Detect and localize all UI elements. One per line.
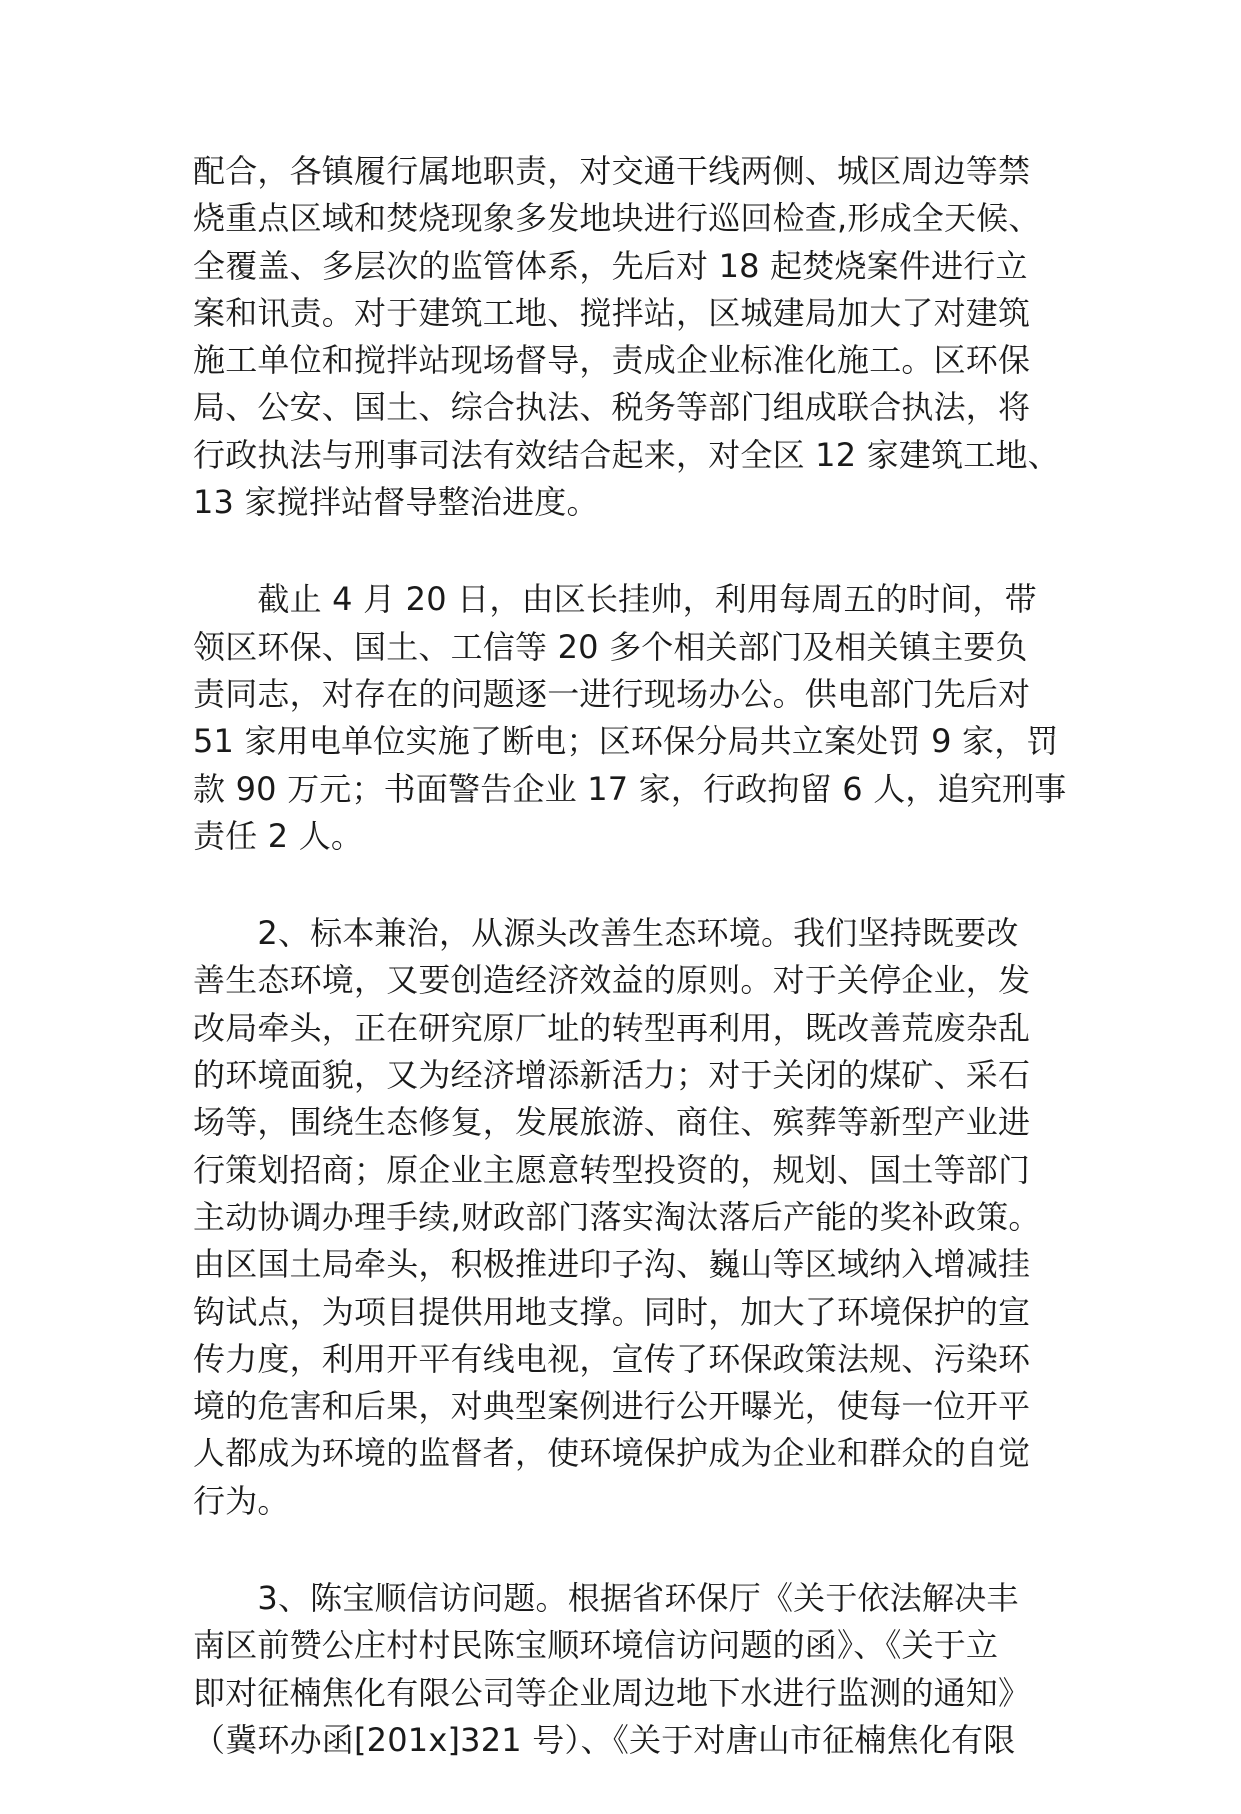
paragraph-4 xyxy=(193,1575,1055,1764)
text-line: 场等，围绕生态修复，发展旅游、商住、殡葬等新型产业进 xyxy=(193,1103,1031,1142)
text-line: 51 家用电单位实施了断电；区环保分局共立案处罚 9 家，罚 xyxy=(193,722,1059,761)
text-line: 案和讯责。对于建筑工地、搅拌站，区城建局加大了对建筑 xyxy=(193,293,1031,332)
text-line: 配合，各镇履行属地职责，对交通干线两侧、城区周边等禁 xyxy=(193,152,1031,190)
text-line: 烧重点区域和焚烧现象多发地块进行巡回检查,形成全天候、 xyxy=(193,199,1041,238)
text-line: 境的危害和后果，对典型案例进行公开曝光，使每一位开平 xyxy=(193,1387,1031,1426)
text-line: 局、公安、国土、综合执法、税务等部门组成联合执法，将 xyxy=(193,388,1031,427)
text-line: 钩试点，为项目提供用地支撑。同时，加大了环境保护的宣 xyxy=(193,1292,1031,1331)
paragraph-3 xyxy=(193,910,1055,1525)
text-line: （冀环办函[201x]321 号）、《关于对唐山市征楠焦化有限 xyxy=(193,1720,1016,1759)
text-line: 由区国土局牵头，积极推进印子沟、巍山等区域纳入增减挂 xyxy=(193,1245,1031,1284)
text-line: 南区前赞公庄村村民陈宝顺环境信访问题的函》、《关于立 xyxy=(193,1626,999,1665)
text-line: 全覆盖、多层次的监管体系，先后对 18 起焚烧案件进行立 xyxy=(193,246,1028,285)
text-line: 改局牵头，正在研究原厂址的转型再利用，既改善荒废杂乱 xyxy=(193,1008,1031,1047)
text-line: 即对征楠焦化有限公司等企业周边地下水进行监测的通知》 xyxy=(193,1673,1031,1712)
text-line: 善生态环境，又要创造经济效益的原则。对于关停企业，发 xyxy=(193,961,1031,1000)
text-line: 主动协调办理手续,财政部门落实淘汰落后产能的奖补政策。 xyxy=(193,1197,1041,1236)
text-line: 责同志，对存在的问题逐一进行现场办公。供电部门先后对 xyxy=(193,674,1031,713)
text-line: 3、陈宝顺信访问题。根据省环保厅《关于依法解决丰 xyxy=(193,1579,1019,1618)
text-line: 人都成为环境的监督者，使环境保护成为企业和群众的自觉 xyxy=(193,1434,1031,1473)
document-page xyxy=(193,148,1067,1814)
text-line: 传力度，利用开平有线电视，宣传了环保政策法规、污染环 xyxy=(193,1339,1031,1378)
paragraph-2 xyxy=(193,576,1067,860)
text-line: 领区环保、国土、工信等 20 多个相关部门及相关镇主要负 xyxy=(193,627,1028,666)
text-line: 的环境面貌，又为经济增添新活力；对于关闭的煤矿、采石 xyxy=(193,1056,1031,1095)
text-line: 2、标本兼治，从源头改善生态环境。我们坚持既要改 xyxy=(193,914,1019,953)
text-line: 行策划招商；原企业主愿意转型投资的，规划、国土等部门 xyxy=(193,1150,1031,1189)
text-line: 行为。 xyxy=(193,1481,290,1520)
text-line: 责任 2 人。 xyxy=(193,816,364,855)
text-line: 13 家搅拌站督导整治进度。 xyxy=(193,483,599,522)
text-line: 行政执法与刑事司法有效结合起来，对全区 12 家建筑工地、 xyxy=(193,435,1060,474)
paragraph-1 xyxy=(193,148,1060,526)
text-line: 款 90 万元；书面警告企业 17 家，行政拘留 6 人，追究刑事 xyxy=(193,769,1067,808)
text-line: 施工单位和搅拌站现场督导，责成企业标准化施工。区环保 xyxy=(193,341,1031,380)
text-line: 截止 4 月 20 日，由区长挂帅，利用每周五的时间，带 xyxy=(193,580,1037,619)
